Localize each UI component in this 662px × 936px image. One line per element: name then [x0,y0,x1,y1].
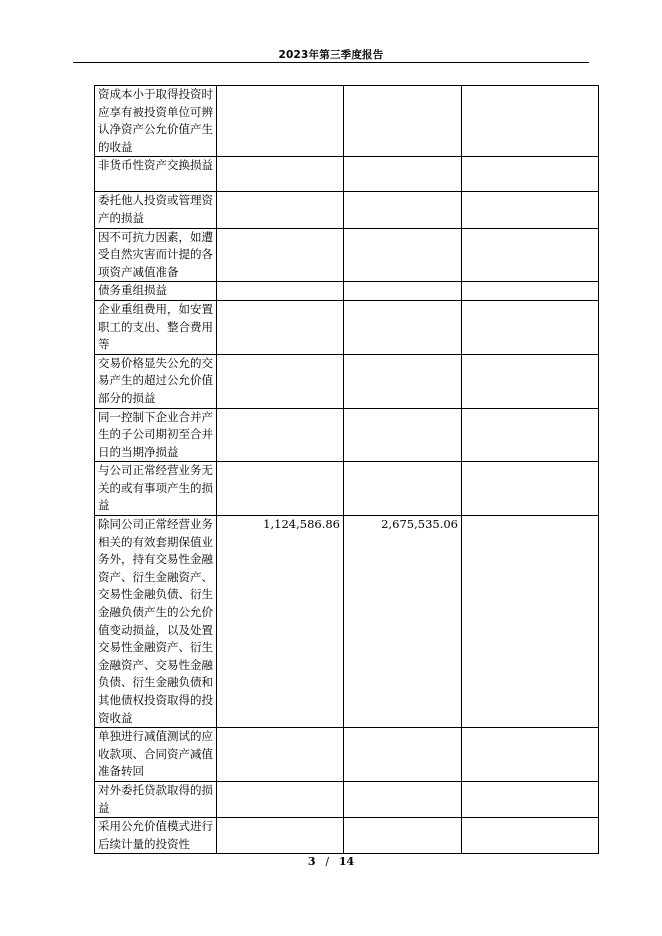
current-period-cell [217,781,344,817]
current-period-cell [217,818,344,854]
year-to-date-cell [344,728,462,782]
item-cell: 采用公允价值模式进行后续计量的投资性 [95,818,217,854]
year-to-date-cell [344,408,462,462]
table-row [95,728,599,782]
table-row [95,228,599,282]
note-cell [462,282,599,301]
year-to-date-cell [344,462,462,516]
item-cell: 除同公司正常经营业务相关的有效套期保值业务外，持有交易性金融资产、衍生金融资产、交易性金融负债、衍生金融负债产生的公允价值变动损益，以及处置交易性金融资产、衍生金融资产、交易性金融负债、衍生金融负债和其他债权投资取得的投资收益 [95,516,217,728]
table-row [95,157,599,192]
year-to-date-cell [344,282,462,301]
current-period-cell [217,300,344,354]
item-cell: 与公司正常经营业务无关的或有事项产生的损益 [95,462,217,516]
note-cell [462,728,599,782]
note-cell [462,781,599,817]
table-row [95,86,599,157]
item-cell: 对外委托贷款取得的损益 [95,781,217,817]
note-cell [462,818,599,854]
table-row [95,354,599,408]
year-to-date-cell [344,818,462,854]
table-row [95,300,599,354]
item-cell: 资成本小于取得投资时应享有被投资单位可辨认净资产公允价值产生的收益 [95,86,217,157]
note-cell [462,192,599,228]
note-cell [462,228,599,282]
current-period-cell [217,728,344,782]
year-to-date-cell [344,192,462,228]
item-cell: 因不可抗力因素，如遭受自然灾害而计提的各项资产减值准备 [95,228,217,282]
page-current: 3 [307,855,316,868]
item-cell: 委托他人投资或管理资产的损益 [95,192,217,228]
year-to-date-cell [344,354,462,408]
item-cell: 交易价格显失公允的交易产生的超过公允价值部分的损益 [95,354,217,408]
note-cell [462,408,599,462]
non-recurring-items-table [94,85,599,854]
table-row [95,192,599,228]
note-cell [462,86,599,157]
table-row [95,781,599,817]
current-period-cell [217,86,344,157]
page-number [0,855,662,868]
page-total: 14 [338,855,355,868]
table-row [95,462,599,516]
note-cell [462,354,599,408]
year-to-date-cell [344,86,462,157]
item-cell: 单独进行减值测试的应收款项、合同资产减值准备转回 [95,728,217,782]
table-row [95,516,599,728]
current-period-cell [217,228,344,282]
table-row [95,818,599,854]
table-row [95,408,599,462]
item-cell: 同一控制下企业合并产生的子公司期初至合并日的当期净损益 [95,408,217,462]
note-cell [462,157,599,192]
note-cell [462,300,599,354]
current-period-cell [217,157,344,192]
current-period-cell [217,408,344,462]
item-cell: 债务重组损益 [95,282,217,301]
item-cell: 非货币性资产交换损益 [95,157,217,192]
report-title: 2023年第三季度报告 [278,49,384,61]
note-cell [462,516,599,728]
header-divider [73,62,589,63]
current-period-cell [217,462,344,516]
current-period-cell [217,354,344,408]
year-to-date-cell: 2,675,535.06 [344,516,462,728]
year-to-date-cell [344,300,462,354]
year-to-date-cell [344,781,462,817]
current-period-cell [217,192,344,228]
year-to-date-cell [344,157,462,192]
note-cell [462,462,599,516]
table-row [95,282,599,301]
current-period-cell [217,282,344,301]
current-period-cell: 1,124,586.86 [217,516,344,728]
page-separator: / [325,855,330,868]
item-cell: 企业重组费用，如安置职工的支出、整合费用等 [95,300,217,354]
year-to-date-cell [344,228,462,282]
